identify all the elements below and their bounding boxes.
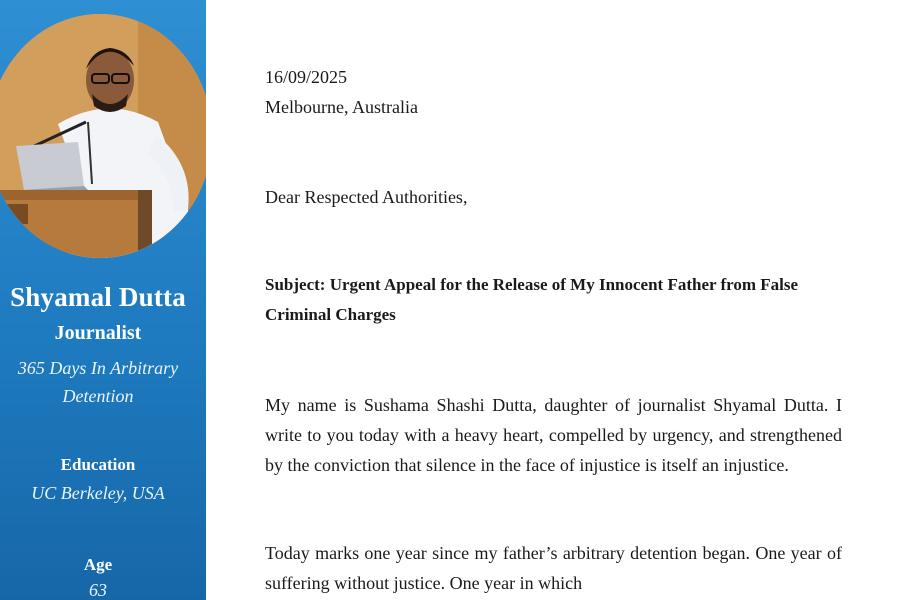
person-role: Journalist	[54, 322, 142, 344]
age-value: 63	[89, 580, 107, 600]
education-value: UC Berkeley, USA	[31, 483, 165, 503]
letter-paragraph: Today marks one year since my father’s arbitrary detention began. One year of suffering without justice. One year in which	[265, 543, 842, 593]
age-heading: Age	[83, 555, 113, 574]
letter-subject: Subject: Urgent Appeal for the Release of My Innocent Father from False Criminal Charges	[265, 275, 799, 324]
detention-duration: 365 Days In Arbitrary Detention	[17, 358, 179, 406]
letter-salutation: Dear Respected Authorities,	[265, 187, 468, 207]
profile-sidebar	[0, 0, 206, 600]
person-name: Shyamal Dutta	[10, 282, 186, 312]
education-heading: Education	[60, 455, 136, 474]
profile-photo	[0, 14, 206, 258]
letter-date: 16/09/2025	[265, 67, 348, 87]
letter-paragraph: My name is Sushama Shashi Dutta, daughter of journalist Shyamal Dutta. I write to you today with a heavy heart, compelled by urgency, and strengthened by the conviction that silence in the face of injustice is itself an injustice.	[265, 395, 842, 475]
letter-place: Melbourne, Australia	[265, 97, 418, 117]
